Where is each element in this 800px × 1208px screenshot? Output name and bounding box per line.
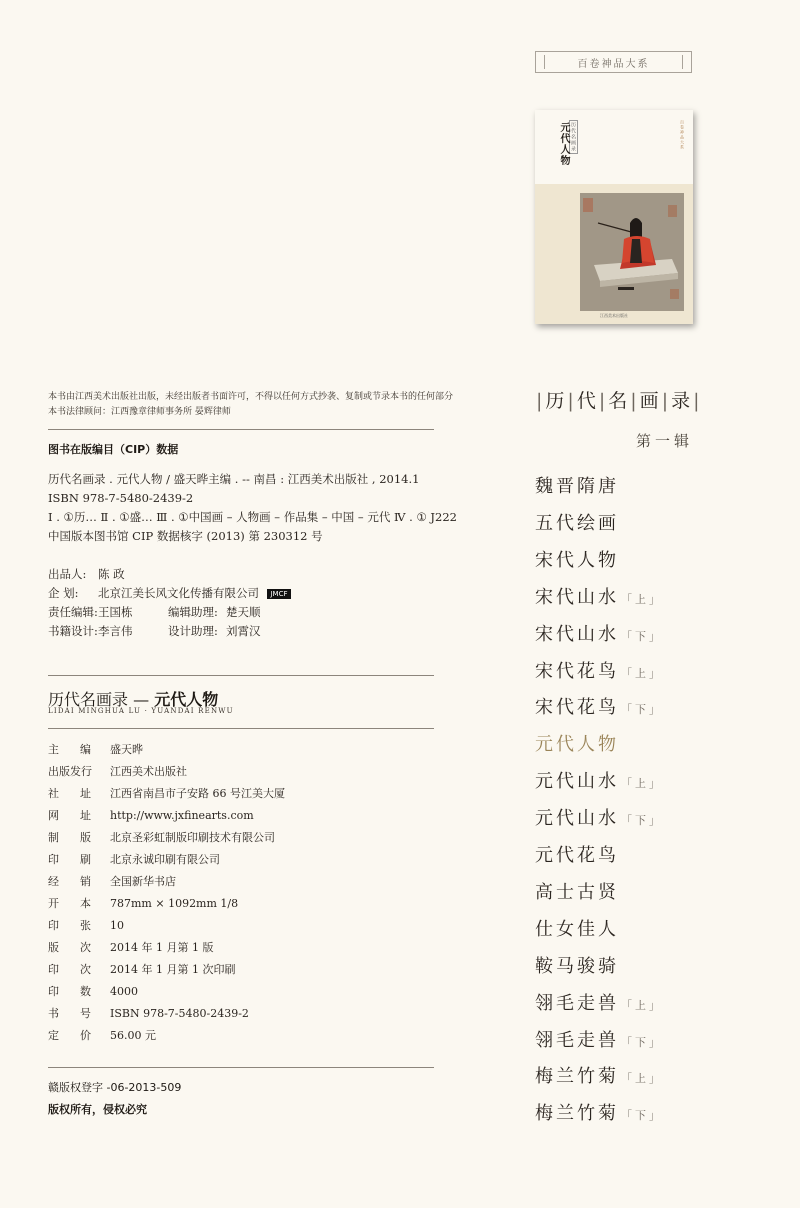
rights-notice: 版权所有，侵权必究 bbox=[48, 1103, 147, 1116]
divider bbox=[48, 728, 434, 729]
copyright-line: 本书由江西美术出版社出版，未经出版者书面许可，不得以任何方式抄袭、复制或节录本书的任何部分 bbox=[48, 392, 454, 402]
series-badge-label: 百卷神品大系 bbox=[577, 58, 650, 70]
volume-name: 元代花鸟 bbox=[535, 845, 619, 866]
info-label: 版 bbox=[80, 831, 91, 844]
planner-logo: JMCF bbox=[267, 589, 291, 599]
info-row bbox=[48, 959, 434, 981]
volume-part: 「上」 bbox=[621, 777, 663, 791]
volume-item-current bbox=[535, 731, 619, 759]
info-label: 销 bbox=[80, 875, 91, 888]
staff-credits bbox=[48, 565, 291, 640]
figure-painting-image bbox=[580, 193, 684, 311]
info-label: 数 bbox=[80, 985, 91, 998]
volume-item bbox=[535, 1027, 663, 1055]
book-title-pinyin: LIDAI MINGHUA LU · YUANDAI RENWU bbox=[48, 707, 234, 715]
volume-part: 「下」 bbox=[621, 1109, 663, 1123]
planner-row bbox=[48, 584, 291, 602]
producer-name: 陈 政 bbox=[98, 567, 125, 581]
editor-assistant-name: 楚天顺 bbox=[226, 605, 261, 619]
info-value: 2014 年 1 月第 1 版 bbox=[110, 941, 214, 954]
volume-item bbox=[535, 953, 619, 981]
design-assistant-name: 刘霄汉 bbox=[226, 624, 261, 638]
info-label: 址 bbox=[80, 787, 91, 800]
volume-name: 宋代花鸟 bbox=[535, 660, 619, 682]
designer-name: 李言伟 bbox=[98, 624, 133, 638]
volume-item bbox=[535, 768, 663, 796]
designer-label: 书籍设计: bbox=[48, 624, 98, 638]
info-label: 编 bbox=[80, 743, 91, 756]
volume-name: 鞍马骏骑 bbox=[535, 955, 619, 977]
info-row bbox=[48, 761, 434, 783]
editor-row bbox=[48, 603, 291, 621]
volume-part: 「下」 bbox=[621, 703, 663, 717]
cover-series-mark: 百卷神品大系 bbox=[680, 120, 685, 150]
cover-subtitle: 历代名画录 bbox=[570, 122, 576, 152]
info-label: 次 bbox=[80, 941, 91, 954]
info-label: 刷 bbox=[80, 853, 91, 866]
cover-publisher: 江西美术出版社 bbox=[600, 313, 628, 318]
producer-row bbox=[48, 565, 291, 583]
cip-data bbox=[48, 470, 457, 546]
volume-part: 「下」 bbox=[621, 814, 663, 828]
book-cover bbox=[535, 110, 693, 324]
volume-name: 五代绘画 bbox=[535, 512, 619, 534]
info-label: 定 bbox=[48, 1029, 59, 1042]
volume-name: 宋代山水 bbox=[535, 586, 619, 608]
info-row bbox=[48, 1003, 434, 1025]
series-title bbox=[535, 386, 703, 413]
planner-name: 北京江美长风文化传播有限公司 bbox=[98, 586, 259, 600]
design-assistant-label: 设计助理: bbox=[168, 624, 218, 638]
volume-name: 元代山水 bbox=[535, 808, 619, 830]
cip-line: ISBN 978-7-5480-2439-2 bbox=[48, 491, 194, 505]
info-value: 全国新华书店 bbox=[110, 875, 176, 888]
info-label: 号 bbox=[80, 1007, 91, 1020]
info-value: 北京圣彩虹制版印刷技术有限公司 bbox=[110, 831, 275, 844]
volume-part: 「上」 bbox=[621, 1072, 663, 1086]
info-label: 书 bbox=[48, 1007, 59, 1020]
info-label: 主 bbox=[48, 743, 59, 756]
volume-name: 翎毛走兽 bbox=[535, 1029, 619, 1051]
volume-item bbox=[535, 510, 619, 538]
volume-name: 宋代人物 bbox=[535, 549, 619, 571]
title-separator: | bbox=[630, 390, 639, 412]
volume-name: 宋代山水 bbox=[535, 623, 619, 645]
volume-item bbox=[535, 473, 619, 501]
cip-heading: 图书在版编目（CIP）数据 bbox=[48, 443, 179, 456]
title-separator: | bbox=[661, 390, 671, 412]
volume-item bbox=[535, 990, 663, 1018]
volume-name: 元代人物 bbox=[535, 734, 619, 756]
info-label: 价 bbox=[80, 1029, 91, 1042]
series-volume: 第一辑 bbox=[636, 432, 694, 450]
series-title-char: 历 bbox=[545, 390, 567, 412]
volume-name: 元代山水 bbox=[535, 771, 619, 793]
info-label: 本 bbox=[80, 897, 91, 910]
cip-line: 历代名画录 . 元代人物 / 盛天晔主编 . -- 南昌 : 江西美术出版社 , 2014.1 bbox=[48, 472, 420, 486]
info-value: http://www.jxfinearts.com bbox=[110, 809, 254, 822]
info-value: 江西美术出版社 bbox=[110, 765, 187, 778]
series-title-char: 录 bbox=[671, 390, 693, 412]
info-label: 网 bbox=[48, 809, 59, 822]
volume-name: 宋代花鸟 bbox=[535, 697, 619, 719]
info-value: 盛天晔 bbox=[110, 743, 143, 756]
info-row bbox=[48, 849, 434, 871]
info-label: 制 bbox=[48, 831, 59, 844]
info-row bbox=[48, 805, 434, 827]
info-label: 社 bbox=[48, 787, 59, 800]
producer-label: 出品人: bbox=[48, 567, 87, 581]
title-separator: | bbox=[567, 390, 576, 412]
info-value: 787mm × 1092mm 1/8 bbox=[110, 897, 239, 910]
editor-name: 王国栋 bbox=[98, 605, 133, 619]
volume-item bbox=[535, 658, 663, 686]
info-row bbox=[48, 893, 434, 915]
volume-name: 仕女佳人 bbox=[535, 918, 619, 940]
info-label: 印 bbox=[48, 919, 59, 932]
info-value: 4000 bbox=[110, 985, 138, 998]
title-separator: | bbox=[536, 390, 545, 412]
editor-assistant-label: 编辑助理: bbox=[168, 605, 218, 619]
info-value: 北京永诚印刷有限公司 bbox=[110, 853, 220, 866]
volume-part: 「上」 bbox=[621, 592, 663, 606]
divider bbox=[48, 429, 434, 430]
legal-advisor-line: 本书法律顾问：江西豫章律师事务所 晏辉律师 bbox=[48, 407, 231, 417]
title-separator: | bbox=[693, 390, 702, 412]
volume-item bbox=[535, 1063, 663, 1091]
title-separator: | bbox=[598, 390, 608, 412]
info-row bbox=[48, 937, 434, 959]
volume-item bbox=[535, 621, 663, 649]
info-label: 张 bbox=[80, 919, 91, 932]
copyright-notice bbox=[48, 390, 453, 420]
cip-line: 中国版本图书馆 CIP 数据核字 (2013) 第 230312 号 bbox=[48, 529, 323, 543]
book-title-series: 历代名画录 — bbox=[48, 690, 155, 709]
volume-item bbox=[535, 547, 619, 575]
divider bbox=[48, 675, 434, 676]
editor-label: 责任编辑: bbox=[48, 605, 98, 619]
info-label: 次 bbox=[80, 963, 91, 976]
volume-name: 梅兰竹菊 bbox=[535, 1066, 619, 1088]
volume-name: 梅兰竹菊 bbox=[535, 1103, 619, 1125]
cover-painting bbox=[580, 193, 684, 311]
planner-label: 企 划: bbox=[48, 586, 79, 600]
info-value: 2014 年 1 月第 1 次印刷 bbox=[110, 963, 236, 976]
volume-name: 翎毛走兽 bbox=[535, 992, 619, 1014]
volume-item bbox=[535, 1100, 663, 1128]
volume-name: 高士古贤 bbox=[535, 881, 619, 903]
registration-number: 赣版权登字 -06-2013-509 bbox=[48, 1081, 182, 1094]
info-row bbox=[48, 783, 434, 805]
book-title-volume: 元代人物 bbox=[154, 690, 219, 709]
info-row bbox=[48, 1025, 434, 1047]
info-row bbox=[48, 871, 434, 893]
info-label: 印 bbox=[48, 853, 59, 866]
info-label: 址 bbox=[80, 809, 91, 822]
info-label: 版 bbox=[48, 941, 59, 954]
info-row bbox=[48, 827, 434, 849]
volume-item bbox=[535, 842, 619, 870]
series-title-char: 画 bbox=[639, 390, 661, 412]
info-row bbox=[48, 739, 434, 761]
volume-part: 「下」 bbox=[621, 629, 663, 643]
info-value: 江西省南昌市子安路 66 号江美大厦 bbox=[110, 787, 285, 800]
info-label: 开 bbox=[48, 897, 59, 910]
info-value: ISBN 978-7-5480-2439-2 bbox=[110, 1007, 249, 1020]
info-label: 出版发行 bbox=[48, 765, 92, 778]
volume-item bbox=[535, 916, 619, 944]
volume-item bbox=[535, 805, 663, 833]
designer-row bbox=[48, 622, 291, 640]
volume-item bbox=[535, 694, 663, 722]
cover-title: 元代人物 bbox=[558, 122, 569, 166]
divider bbox=[48, 1067, 434, 1068]
volume-part: 「下」 bbox=[621, 1035, 663, 1049]
series-badge bbox=[535, 51, 692, 73]
info-row bbox=[48, 981, 434, 1003]
publication-info bbox=[48, 739, 434, 1047]
info-value: 56.00 元 bbox=[110, 1029, 156, 1042]
info-label: 经 bbox=[48, 875, 59, 888]
info-label: 印 bbox=[48, 985, 59, 998]
volume-part: 「上」 bbox=[621, 666, 663, 680]
volume-part: 「上」 bbox=[621, 998, 663, 1012]
volume-item bbox=[535, 879, 619, 907]
volume-item bbox=[535, 584, 663, 612]
info-value: 10 bbox=[110, 919, 124, 932]
info-label: 印 bbox=[48, 963, 59, 976]
info-row bbox=[48, 915, 434, 937]
series-title-char: 名 bbox=[608, 390, 630, 412]
volume-name: 魏晋隋唐 bbox=[535, 476, 619, 497]
cip-line: Ⅰ . ①历… Ⅱ . ①盛… Ⅲ . ①中国画 – 人物画 – 作品集 – 中国 – 元代 Ⅳ . ① J222 bbox=[48, 510, 457, 524]
series-title-char: 代 bbox=[576, 390, 598, 412]
